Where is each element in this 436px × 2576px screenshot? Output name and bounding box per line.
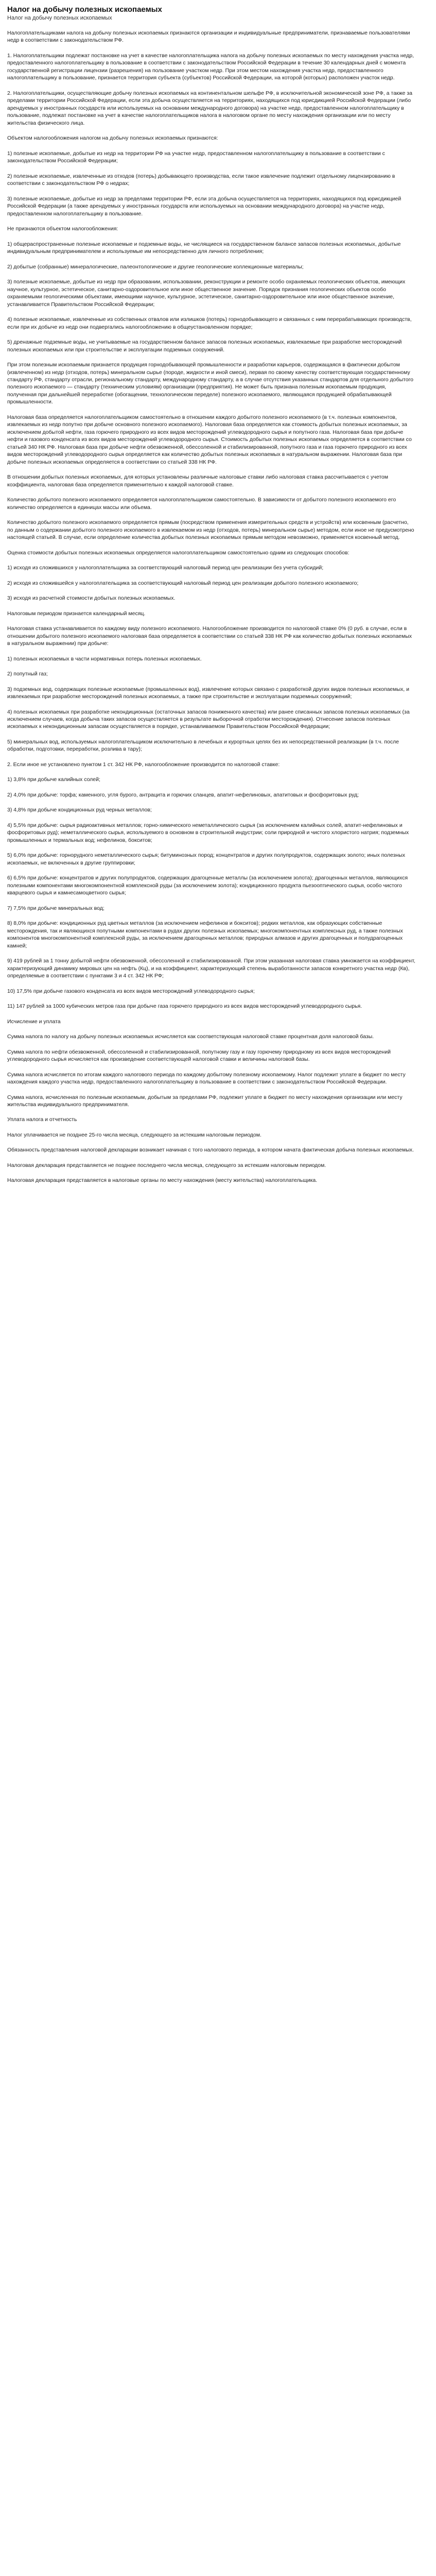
page-title: Налог на добычу полезных ископаемых (7, 5, 162, 14)
paragraph: Исчисление и уплата (7, 1018, 61, 1025)
paragraph: 1) 3,8% при добыче калийных солей; (7, 776, 100, 783)
paragraph: 1) исходя из сложившихся у налогоплательщика за соответствующий налоговый период цен реализации без учета субсидий; (7, 565, 324, 571)
paragraph: 3) полезные ископаемые, добытые из недр за пределами территории РФ, если эта добыча осуществляется на территориях, находящихся под юрисдикцией Российской Федерации (а также арендуемых у иностранных государств или используемых на основании международного договора) на участке недр, предоставленном налогоплательщику в пользование. (7, 195, 402, 217)
paragraph: Количество добытого полезного ископаемого определяется прямым (посредством применения измерительных средств и устройств) или косвенным (расчетно, по данным о содержании добытого полезного ископаемого в извлекаемом из недр (отходов, потерь) минеральном сырье) методом, если иное не предусмотрено настоящей статьей. В случае, если определение количества добытых полезных ископаемых прямым методом невозможно, применяется косвенный метод. (7, 519, 414, 541)
paragraph: 5) 6,0% при добыче: горнорудного неметаллического сырья; битуминозных пород; концентратов и других полупродуктов, содержащих золото; иных полезных ископаемых, не включенных в другие группировки; (7, 852, 406, 866)
paragraph: Сумма налога, исчисленная по полезным ископаемым, добытым за пределами РФ, подлежит уплате в бюджет по месту нахождения организации или месту жительства индивидуального предпринимателя. (7, 1094, 403, 1108)
paragraph: 6) 6,5% при добыче: концентратов и других полупродуктов, содержащих драгоценные металлы (за исключением золота); драгоценных металлов, являющихся полезными компонентами многокомпонентной комплексной руды (за исключением золота); кондиционного продукта пьезооптического сырья, особо чистого кварцевого сырья и камнесамоцветного сырья; (7, 875, 408, 896)
paragraph: 5) дренажные подземные воды, не учитываемые на государственном балансе запасов полезных ископаемых, извлекаемые при разработке месторождений полезных ископаемых или при строительстве и эксплуатации подземных сооружений. (7, 339, 402, 353)
paragraph: 2) попутный газ; (7, 671, 48, 677)
paragraph: 1) полезные ископаемые, добытые из недр на территории РФ на участке недр, предоставленном налогоплательщику в пользование в соответствии с законодательством Российской Федерации; (7, 150, 385, 164)
paragraph: Налог уплачивается не позднее 25-го числа месяца, следующего за истекшим налоговым периодом. (7, 1131, 261, 1138)
paragraph: Налоговая ставка устанавливается по каждому виду полезного ископаемого. Налогообложение производится по налоговой ставке 0% (0 руб. в случае, если в отношении добытого полезного ископаемого налоговая база определяется в соответствии со статьей 338 НК РФ как количество добытых полезных ископаемых в натуральном выражении) при добыче: (7, 625, 412, 647)
page (0, 0, 436, 1208)
paragraph: Не признаются объектом налогообложения: (7, 226, 118, 232)
paragraph: 4) полезных ископаемых при разработке некондиционных (остаточных запасов пониженного качества) или ранее списанных запасов полезных ископаемых (за исключением случаев, когда добыча таких запасов осуществляется в результате выборочной отработки месторождения). Отнесение запасов полезных ископаемых к некондиционным запасам осуществляется в порядке, устанавливаемом Правительством Российской Федерации; (7, 708, 410, 730)
paragraph: Объектом налогообложения налогом на добычу полезных ископаемых признаются: (7, 135, 218, 142)
paragraph: 2. Налогоплательщики, осуществляющие добычу полезных ископаемых на континентальном шельфе РФ, в исключительной экономической зоне РФ, а также за пределами территории Российской Федерации, если эта добыча осуществляется на территориях, находящихся под юрисдикцией Российской Федерации (либо арендуемых у иностранных государств или используемых на основании международного договора) на участке недр, предоставленном налогоплательщику в пользование, подлежат постановке на учет в качестве налогоплательщиков налога в налоговом органе по месту нахождения организации или по месту жительства физического лица. (7, 90, 412, 126)
paragraph: Налогоплательщиками налога на добычу полезных ископаемых признаются организации и индивидуальные предприниматели, признаваемые пользователями недр в соответствии с законодательством РФ. (7, 30, 410, 44)
paragraph: 4) 5,5% при добыче: сырья радиоактивных металлов; горно-химического неметаллического сырья (за исключением калийных солей, апатит-нефелиновых и фосфоритовых руд); неметаллического сырья, используемого в основном в строительной индустрии; соли природной и чистого хлористого натрия; подземных промышленных и термальных вод; нефелинов, бокситов; (7, 822, 409, 843)
paragraph: Сумма налога по налогу на добычу полезных ископаемых исчисляется как соответствующая налоговой ставке процентная доля налоговой базы. (7, 1033, 374, 1040)
paragraph: Количество добытого полезного ископаемого определяется налогоплательщиком самостоятельно. В зависимости от добытого полезного ископаемого его количество определяется в единицах массы или объема. (7, 497, 396, 511)
paragraph: При этом полезным ископаемым признается продукция горнодобывающей промышленности и разработки карьеров, содержащаяся в фактически добытом (извлеченном) из недр (отходов, потерь) минеральном сырье (породе, жидкости и иной смеси), первая по своему качеству соответствующая государственному стандарту РФ, стандарту отрасли, региональному стандарту, международному стандарту, а в случае отсутствия указанных стандартов для отдельного добытого полезного ископаемого — стандарту (техническим условиям) организации (предприятия). Не может быть признана полезным ископаемым продукция, полученная при дальнейшей переработке (обогащении, технологическом переделе) полезного ископаемого, являющаяся продукцией обрабатывающей промышленности. (7, 362, 414, 405)
paragraph: 2) полезные ископаемые, извлеченные из отходов (потерь) добывающего производства, если такое извлечение подлежит отдельному лицензированию в соответствии с законодательством РФ о недрах; (7, 173, 395, 187)
paragraph: 3) подземных вод, содержащих полезные ископаемые (промышленных вод), извлечение которых связано с разработкой других видов полезных ископаемых, и извлекаемых при разработке месторождений полезных ископаемых, а также при строительстве и эксплуатации подземных сооружений; (7, 686, 409, 700)
paragraph: 1. Налогоплательщики подлежат постановке на учет в качестве налогоплательщика налога на добычу полезных ископаемых по месту нахождения участка недр, предоставленного налогоплательщику в пользование в соответствии с законодательством Российской Федерации в течение 30 календарных дней с момента государственной регистрации лицензии (разрешения) на пользование участком недр. При этом местом нахождения участка недр, предоставленного налогоплательщику в пользование, признается территория субъекта (субъектов) Российской Федерации, на которой (которых) расположен участок недр. (7, 52, 414, 81)
article-body (7, 29, 415, 1184)
paragraph: Налоговая база определяется налогоплательщиком самостоятельно в отношении каждого добытого полезного ископаемого (в т.ч. полезных компонентов, извлекаемых из недр попутно при добыче основного полезного ископаемого). Налоговая база определяется как стоимость добытых полезных ископаемых, за исключением добытой нефти, газа горючего природного из всех видов месторождений углеводородного сырья и попутного газа. Налоговая база при добыче нефти и газового конденсата из всех видов месторождений углеводородного сырья. Стоимость добытых полезных ископаемых определяется в соответствии со статьей 340 НК РФ. Налоговая база при добыче нефти обезвоженной, обессоленной и стабилизированной, попутного газа и газа горючего природного из всех видов месторождений углеводородного сырья определяется как количество добытых полезных ископаемых в натуральном выражении. Налоговая база при добыче полезных ископаемых определяется в соответствии со статьей 338 НК РФ. (7, 414, 412, 465)
paragraph: 3) исходя из расчетной стоимости добытых полезных ископаемых. (7, 595, 176, 602)
paragraph: 1) общераспространенные полезные ископаемые и подземные воды, не числящиеся на государственном балансе запасов полезных ископаемых, добытые индивидуальным предпринимателем и используемые им непосредственно для личного потребления; (7, 241, 401, 255)
paragraph: 9) 419 рублей за 1 тонну добытой нефти обезвоженной, обессоленной и стабилизированной. При этом указанная налоговая ставка умножается на коэффициент, характеризующий динамику мировых цен на нефть (Кц), и на коэффициент, характеризующий степень выработанности запасов конкретного участка недр (Кв), определяемые в соответствии с пунктами 3 и 4 ст. 342 НК РФ; (7, 958, 415, 979)
paragraph: Оценка стоимости добытых полезных ископаемых определяется налогоплательщиком самостоятельно одним из следующих способов: (7, 549, 350, 556)
paragraph: 1) полезных ископаемых в части нормативных потерь полезных ископаемых. (7, 655, 202, 662)
paragraph: 2) добытые (собранные) минералогические, палеонтологические и другие геологические коллекционные материалы; (7, 263, 304, 270)
paragraph: Налоговая декларация представляется в налоговые органы по месту нахождения (месту жительства) налогоплательщика. (7, 1177, 318, 1184)
paragraph: Уплата налога и отчетность (7, 1116, 77, 1123)
paragraph: 2) 4,0% при добыче: торфа; каменного, угля бурого, антрацита и горючих сланцев, апатит-нефелиновых, апатитовых и фосфоритовых руд; (7, 791, 359, 798)
paragraph: 11) 147 рублей за 1000 кубических метров газа при добыче газа горючего природного из всех видов месторождений углеводородного сырья. (7, 1003, 362, 1010)
paragraph: 8) 8,0% при добыче: кондиционных руд цветных металлов (за исключением нефелинов и бокситов); редких металлов, как образующих собственные месторождения, так и являющихся попутными компонентами в рудах других полезных ископаемых; многокомпонентных комплексных руд, а также полезных компонентов многокомпонентной комплексной руды, за исключением драгоценных металлов; природных алмазов и других драгоценных и полудрагоценных камней; (7, 920, 403, 949)
paragraph: Налоговым периодом признается календарный месяц. (7, 610, 146, 617)
paragraph: В отношении добытых полезных ископаемых, для которых установлены различные налоговые ставки либо налоговая ставка рассчитывается с учетом коэффициента, налоговая база определяется применительно к каждой налоговой ставке. (7, 474, 388, 488)
paragraph: Сумма налога исчисляется по итогам каждого налогового периода по каждому добытому полезному ископаемому. Налог подлежит уплате в бюджет по месту нахождения каждого участка недр, предоставленного налогоплательщику в пользование в соответствии с законодательством Российской Федерации. (7, 1071, 406, 1086)
paragraph: Налоговая декларация представляется не позднее последнего числа месяца, следующего за истекшим налоговым периодом. (7, 1162, 326, 1168)
paragraph: 3) полезные ископаемые, добытые из недр при образовании, использовании, реконструкции и ремонте особо охраняемых геологических объектов, имеющих научное, культурное, эстетическое, санитарно-оздоровительное или иное общественное значение. Порядок признания геологических объектов особо охраняемыми геологическими объектами, имеющими научное, культурное, эстетическое, санитарно-оздоровительное или иное общественное значение, устанавливается Правительством Российской Федерации; (7, 279, 406, 308)
paragraph: 3) 4,8% при добыче кондиционных руд черных металлов; (7, 807, 152, 814)
paragraph: Сумма налога по нефти обезвоженной, обессоленной и стабилизированной, попутному газу и газу горючему природному из всех видов месторождений углеводородного сырья исчисляется как произведение соответствующей налоговой ставки и величины налоговой базы. (7, 1048, 391, 1063)
paragraph: 2. Если иное не установлено пунктом 1 ст. 342 НК РФ, налогообложение производится по налоговой ставке: (7, 761, 280, 768)
paragraph: 2) исходя из сложившейся у налогоплательщика за соответствующий налоговый период цен реализации добытого полезного ископаемого; (7, 580, 359, 586)
paragraph: 7) 7,5% при добыче минеральных вод; (7, 905, 104, 911)
page-subtitle: Налог на добычу полезных ископаемых (7, 15, 112, 21)
paragraph: Обязанность представления налоговой декларации возникает начиная с того налогового периода, в котором начата фактическая добыча полезных ископаемых. (7, 1147, 414, 1154)
paragraph: 4) полезные ископаемые, извлеченные из собственных отвалов или излишков (потерь) горнодобывающего и связанных с ним перерабатывающих производств, если при их добыче из недр они подвергались налогообложению в общеустановленном порядке; (7, 316, 412, 330)
paragraph: 10) 17,5% при добыче газового конденсата из всех видов месторождений углеводородного сырья; (7, 988, 255, 994)
paragraph: 5) минеральных вод, используемых налогоплательщиком исключительно в лечебных и курортных целях без их непосредственной реализации (в т.ч. после обработки, подготовки, переработки, розлива в тару); (7, 738, 399, 753)
